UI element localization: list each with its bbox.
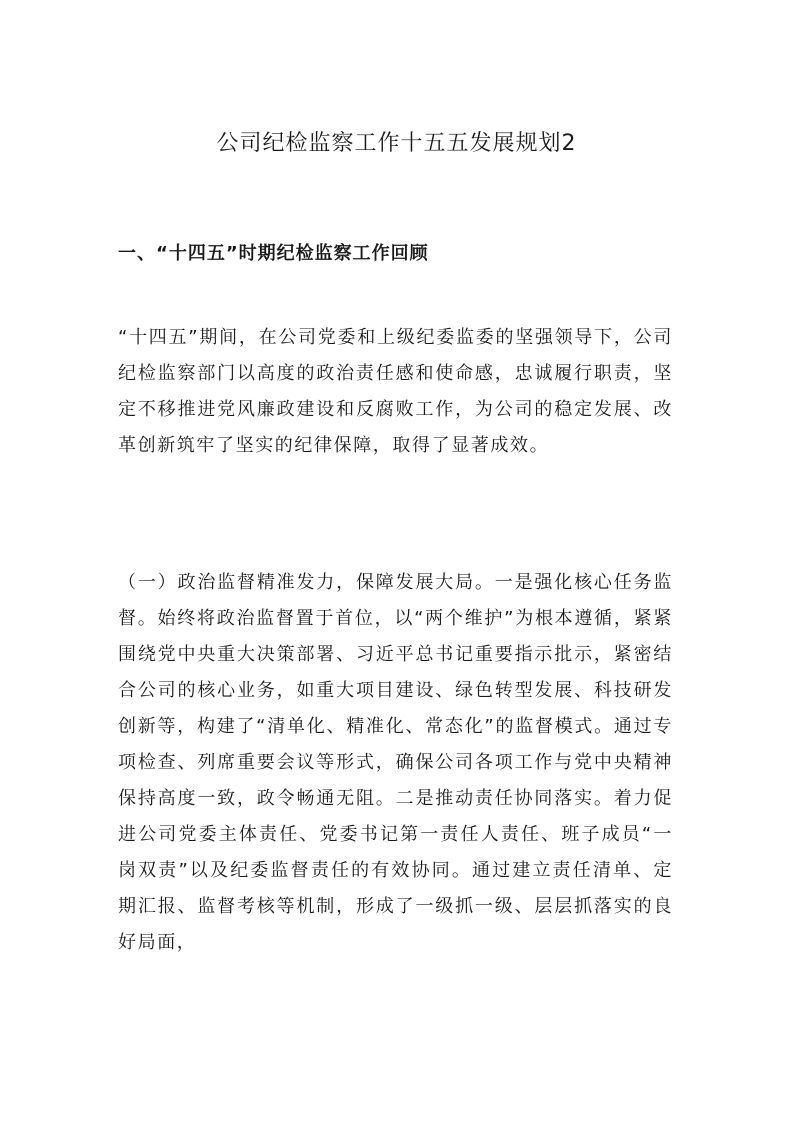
paragraph-political-supervision: （一）政治监督精准发力，保障发展大局。一是强化核心任务监督。始终将政治监督置于首位，以“两个维护”为根本遵循，紧紧围绕党中央重大决策部署、习近平总书记重要指示批示，紧密结合公司的核心业务，如重大项目建设、绿色转型发展、科技研发创新等，构建了“清单化、精准化、常态化”的监督模式。通过专项检查、列席重要会议等形式，确保公司各项工作与党中央精神保持高度一致，政令畅通无阻。二是推动责任协同落实。着力促进公司党委主体责任、党委书记第一责任人责任、班子成员“一岗双责”以及纪委监督责任的有效协同。通过建立责任清单、定期汇报、监督考核等机制，形成了一级抓一级、层层抓落实的良好局面， (118, 572, 673, 953)
document-title: 公司纪检监察工作十五五发展规划2 (216, 131, 577, 156)
section-heading: 一、“十四五”时期纪检监察工作回顾 (118, 243, 429, 264)
paragraph-review-intro: “十四五”期间，在公司党委和上级纪委监委的坚强领导下，公司纪检监察部门以高度的政治责任感和使命感，忠诚履行职责，坚定不移推进党风廉政建设和反腐败工作，为公司的稳定发展、改革创新筑牢了坚实的纪律保障，取得了显著成效。 (118, 327, 673, 456)
